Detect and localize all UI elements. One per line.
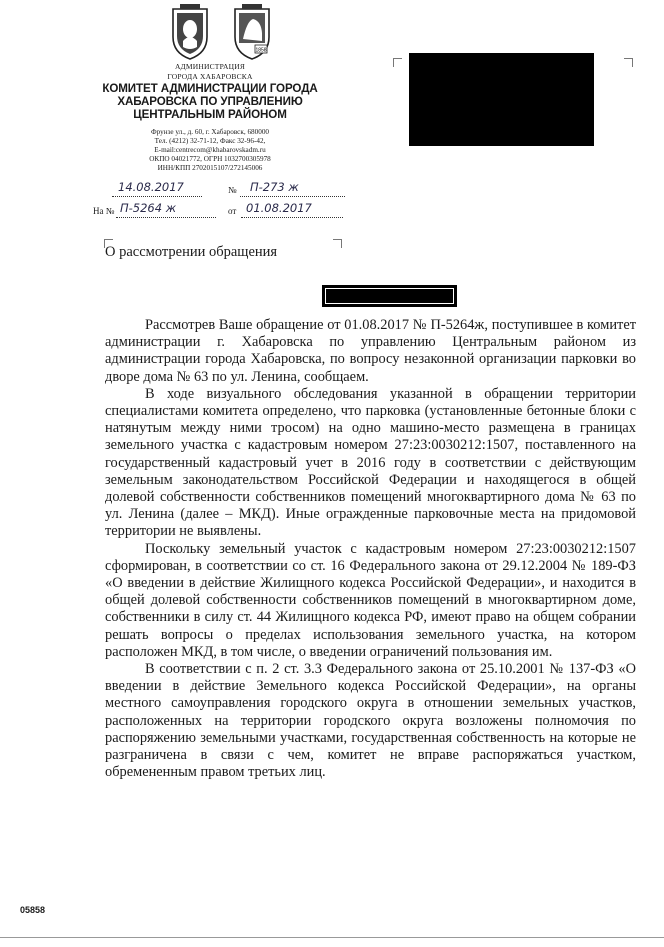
letter-body [105, 317, 636, 781]
paragraph-4: В соответствии с п. 2 ст. 3.3 Федерального закона от 25.10.2001 № 137-ФЗ «О введении в действие Земельного кодекса Российской Федерации», на органы местного самоуправления городского округа в отношении земельных участков, расположенных на территории городского округа возложены полномочия по распоряжению земельными участками, государственная собственность на которые не разграничена в связи с чем, комитет не вправе распоряжаться участком, обремененным правом третьих лиц. [105, 661, 636, 781]
committee-title-2: ХАБАРОВСКА ПО УПРАВЛЕНИЮ [117, 95, 303, 108]
page-bottom-rule [0, 937, 664, 938]
subject-corner-right [333, 239, 342, 248]
ref-number-underline [116, 217, 216, 218]
ref-date: 01.08.2017 [246, 201, 312, 215]
paragraph-2: В ходе визуального обследования указанной в обращении территории специалистами комитета определено, что парковка (установленные бетонные блоки с натянутым между ними тросом) на одно машино-место размещена в границах земельного участка с кадастровым номером 27:23:0030212:1507, поставленного на государственный кадастровый учет в 2016 году в соответствии с действующим земельным законодательством Российской Федерации и находящегося в общей долевой собственности собственников помещений многоквартирного дома № 63 по ул. Ленина (далее – МКД). Иные огражденные парковочные места на придомовой территории не выявлены. [105, 385, 636, 540]
svg-text:1858: 1858 [255, 47, 267, 54]
ref-date-underline [241, 217, 343, 218]
salutation-redaction [322, 285, 457, 307]
region-coat-of-arms-icon [231, 3, 273, 61]
ref-number: П-5264 ж [120, 201, 177, 215]
committee-title-3: ЦЕНТРАЛЬНЫМ РАЙОНОМ [133, 108, 287, 121]
recipient-redaction [409, 53, 594, 146]
ref-date-label: от [228, 206, 237, 216]
phone-fax: Тел. (4212) 32-71-12, Факс 32-96-42, [154, 137, 266, 145]
paragraph-3: Поскольку земельный участок с кадастровым номером 27:23:0030212:1507 сформирован, в соответствии со ст. 16 Федерального закона от 29.12.2004 № 189-ФЗ «О введении в действие Жилищного кодекса Российской Федерации», и находится в общей долевой собственности собственников помещений в многоквартирном доме, собственники в силу ст. 44 Жилищного кодекса РФ, имеют право на общем собрании решать вопросы о пределах использования земельного участка, на котором расположен МКД, в том числе, о введении ограничений пользования им. [105, 540, 636, 660]
city-coat-of-arms-icon [169, 3, 211, 61]
subject-line: О рассмотрении обращения [105, 244, 278, 260]
city-line: ГОРОДА ХАБАРОВСКА [167, 72, 253, 81]
address-corner-left [393, 58, 402, 67]
committee-title-1: КОМИТЕТ АДМИНИСТРАЦИИ ГОРОДА [102, 82, 318, 95]
number-label: № [228, 185, 237, 195]
ref-label: На № [93, 206, 115, 216]
document-serial-number: 05858 [20, 905, 46, 915]
address-corner-right [624, 58, 633, 67]
outgoing-number: П-273 ж [250, 180, 299, 194]
address: Фрунзе ул., д. 60, г. Хабаровск, 680000 [150, 128, 270, 136]
email: E-mail:centrecom@khabarovskadm.ru [154, 146, 266, 154]
number-underline [240, 196, 345, 197]
administration-line: АДМИНИСТРАЦИЯ [174, 62, 246, 71]
okpo-ogrn: ОКПО 04021772, ОГРН 1032700305978 [149, 155, 271, 163]
outgoing-date: 14.08.2017 [118, 180, 184, 194]
paragraph-1: Рассмотрев Ваше обращение от 01.08.2017 № П-5264ж, поступившее в комитет администрации г. Хабаровска по управлению Центральным районом из администрации города Хабаровска, по вопросу незаконной организации парковки во дворе дома № 63 по ул. Ленина, сообщаем. [105, 317, 636, 385]
date-underline [112, 196, 202, 197]
inn-kpp: ИНН/КПП 2702015107/272145006 [157, 164, 263, 172]
